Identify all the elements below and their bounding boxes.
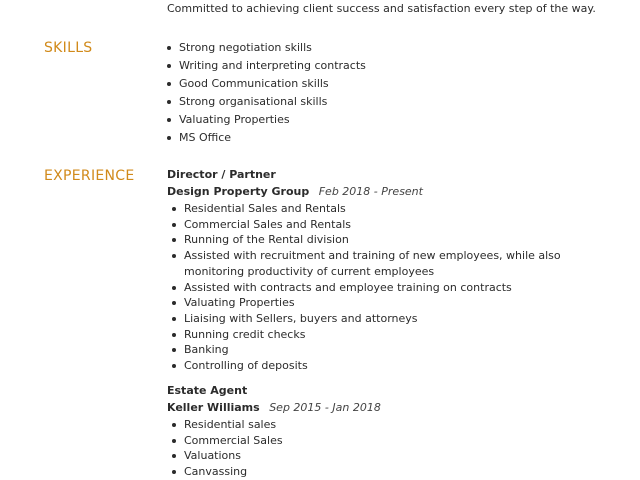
duty-item: Valuations — [184, 448, 604, 464]
skill-item: Good Communication skills — [179, 75, 366, 93]
duty-item: Assisted with contracts and employee training on contracts — [184, 280, 604, 296]
duty-item: Banking — [184, 342, 604, 358]
job-company-line — [167, 400, 381, 416]
duty-item: Controlling of deposits — [184, 358, 604, 374]
duty-item: Liaising with Sellers, buyers and attorneys — [184, 311, 604, 327]
skill-item: MS Office — [179, 129, 366, 147]
experience-heading: EXPERIENCE — [44, 168, 135, 184]
duties-list — [184, 201, 604, 374]
skill-item: Strong organisational skills — [179, 93, 366, 111]
summary-text: Committed to achieving client success and satisfaction every step of the way. — [167, 2, 596, 15]
duty-item: Assisted with recruitment and training of new employees, while also monitoring productivity of current employees — [184, 248, 604, 279]
skills-list — [179, 39, 366, 147]
duty-item: Running of the Rental division — [184, 232, 604, 248]
company-name: Design Property Group — [167, 185, 310, 198]
duty-item: Running credit checks — [184, 327, 604, 343]
duty-item: Valuating Properties — [184, 295, 604, 311]
duty-item: Canvassing — [184, 464, 604, 480]
job-dates: Sep 2015 - Jan 2018 — [269, 401, 381, 414]
duty-item: Residential sales — [184, 417, 604, 433]
duty-item: Commercial Sales and Rentals — [184, 217, 604, 233]
skills-heading: SKILLS — [44, 40, 93, 56]
duty-item: Residential Sales and Rentals — [184, 201, 604, 217]
job-title: Estate Agent — [167, 384, 248, 397]
job-company-line — [167, 184, 423, 200]
skill-item: Strong negotiation skills — [179, 39, 366, 57]
company-name: Keller Williams — [167, 401, 260, 414]
job-title: Director / Partner — [167, 168, 276, 181]
skill-item: Valuating Properties — [179, 111, 366, 129]
duties-list — [184, 417, 604, 480]
skill-item: Writing and interpreting contracts — [179, 57, 366, 75]
duty-item: Commercial Sales — [184, 433, 604, 449]
job-dates: Feb 2018 - Present — [318, 185, 423, 198]
